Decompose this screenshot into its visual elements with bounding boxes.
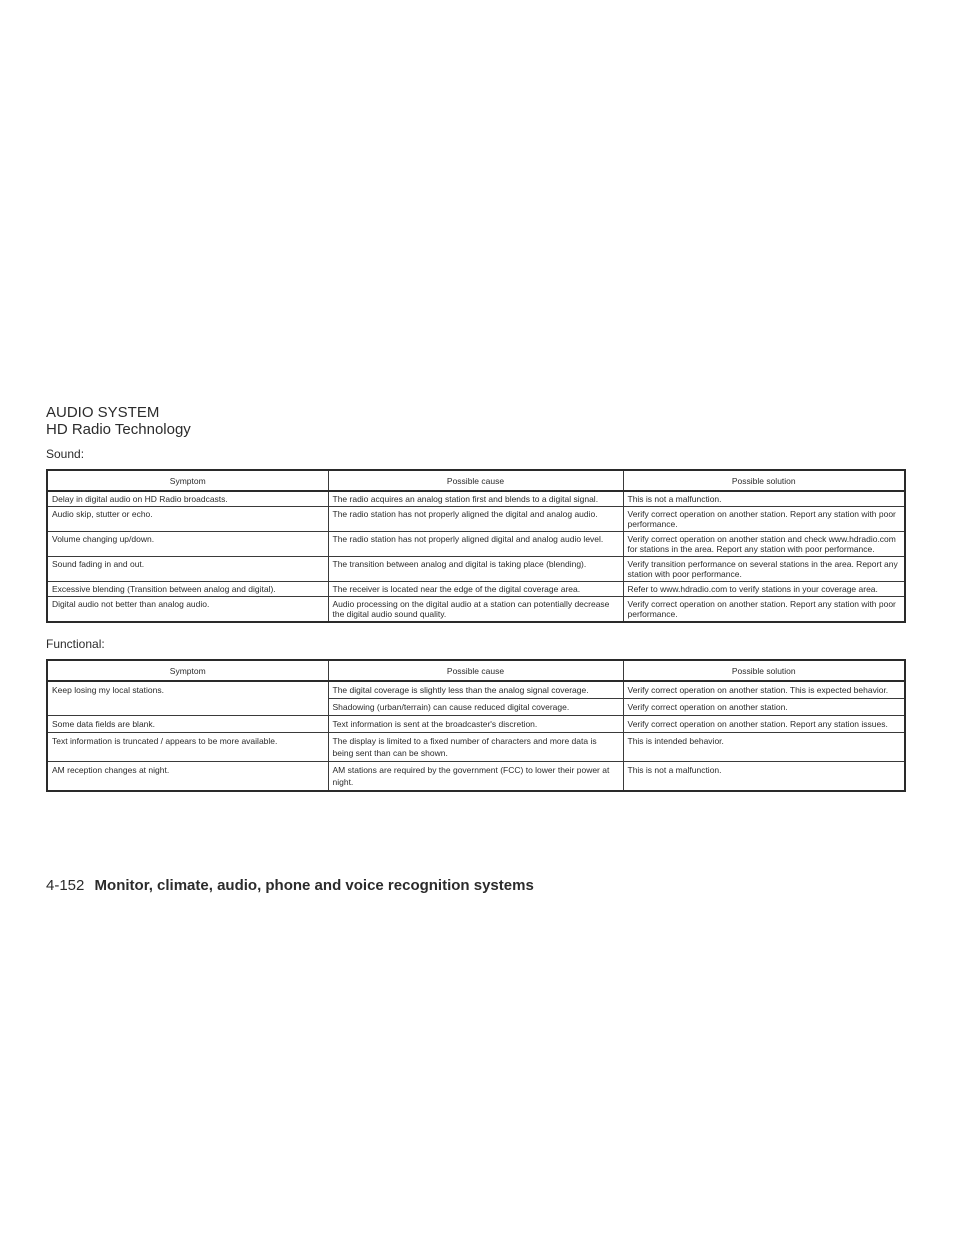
table-header-row [47,660,905,681]
header-possible-solution: Possible solution [623,470,905,491]
table-header-row [47,470,905,491]
cause-cell: The receiver is located near the edge of the digital coverage area. [328,582,623,597]
cause-cell: Text information is sent at the broadcaster's discretion. [328,716,623,733]
symptom-cell: Excessive blending (Transition between analog and digital). [47,582,328,597]
header-possible-cause: Possible cause [328,470,623,491]
solution-cell: Verify correct operation on another station. Report any station issues. [623,716,905,733]
solution-cell: Verify correct operation on another station. Report any station with poor performance. [623,507,905,532]
sound-table [46,469,906,623]
symptom-cell: AM reception changes at night. [47,762,328,792]
cause-cell: The display is limited to a fixed number of characters and more data is being sent than can be shown. [328,733,623,762]
functional-table [46,659,906,792]
solution-cell: This is not a malfunction. [623,762,905,792]
solution-cell: This is intended behavior. [623,733,905,762]
symptom-cell: Text information is truncated / appears to be more available. [47,733,328,762]
symptom-cell: Sound fading in and out. [47,557,328,582]
header-possible-solution: Possible solution [623,660,905,681]
table-row [47,681,905,699]
table-row [47,762,905,792]
symptom-cell: Delay in digital audio on HD Radio broadcasts. [47,491,328,507]
solution-cell: Verify transition performance on several stations in the area. Report any station with poor performance. [623,557,905,582]
cause-cell: The radio acquires an analog station first and blends to a digital signal. [328,491,623,507]
cause-cell: Audio processing on the digital audio at a station can potentially decrease the digital audio sound quality. [328,597,623,623]
subsection-title: HD Radio Technology [46,421,191,438]
table-row [47,507,905,532]
header-possible-cause: Possible cause [328,660,623,681]
sound-caption: Sound: [46,447,85,461]
solution-cell: This is not a malfunction. [623,491,905,507]
symptom-cell: Digital audio not better than analog audio. [47,597,328,623]
cause-cell: AM stations are required by the government (FCC) to lower their power at night. [328,762,623,792]
table-row [47,557,905,582]
cause-cell: Shadowing (urban/terrain) can cause reduced digital coverage. [328,699,623,716]
cause-cell: The radio station has not properly aligned digital and analog audio level. [328,532,623,557]
table-row [47,733,905,762]
table-row [47,716,905,733]
table-row [47,597,905,623]
functional-caption: Functional: [46,637,105,651]
solution-cell: Verify correct operation on another station. This is expected behavior. [623,681,905,699]
solution-cell: Verify correct operation on another station. Report any station with poor performance. [623,597,905,623]
header-symptom: Symptom [47,470,328,491]
table-row [47,582,905,597]
cause-cell: The radio station has not properly aligned the digital and analog audio. [328,507,623,532]
spacer [46,623,904,637]
symptom-cell: Some data fields are blank. [47,716,328,733]
header-symptom: Symptom [47,660,328,681]
page-content [46,404,904,792]
table-row [47,532,905,557]
symptom-cell: Keep losing my local stations. [47,681,328,716]
chapter-title: Monitor, climate, audio, phone and voice recognition systems [94,877,534,894]
page-footer [46,877,534,894]
cause-cell: The digital coverage is slightly less than the analog signal coverage. [328,681,623,699]
solution-cell: Verify correct operation on another station. [623,699,905,716]
solution-cell: Verify correct operation on another station and check www.hdradio.com for stations in the area. Report any station with poor performance. [623,532,905,557]
symptom-cell: Audio skip, stutter or echo. [47,507,328,532]
cause-cell: The transition between analog and digital is taking place (blending). [328,557,623,582]
solution-cell: Refer to www.hdradio.com to verify stations in your coverage area. [623,582,905,597]
symptom-cell: Volume changing up/down. [47,532,328,557]
table-row [47,491,905,507]
section-title: AUDIO SYSTEM [46,404,160,421]
page-number: 4-152 [46,877,85,894]
